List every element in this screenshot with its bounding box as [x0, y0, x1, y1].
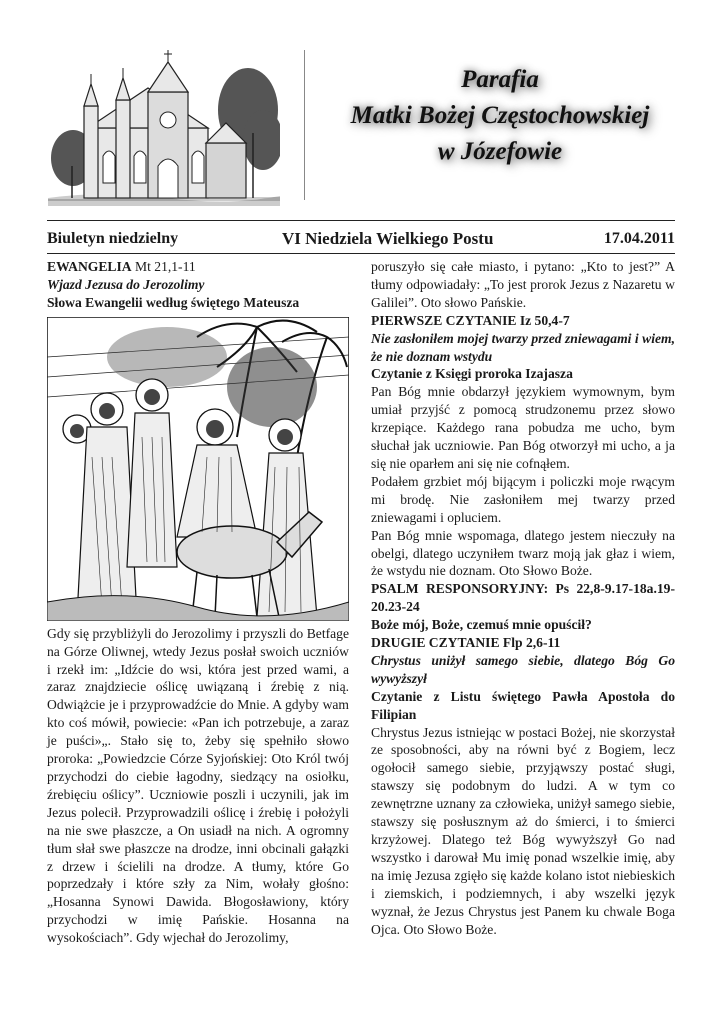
first-reading-paragraph: Pan Bóg mnie wspomaga, dlatego jestem nieczuły na obelgi, dlatego uczyniłem twarz moją jak głaz i wiem, że wstydu nie doznam. Oto Słowo Boże.: [371, 527, 675, 579]
second-reading-subtitle: Chrystus uniżył samego siebie, dlatego Bóg Go wywyższył: [371, 652, 675, 686]
entry-into-jerusalem-engraving-icon: [47, 317, 349, 621]
left-column: [47, 258, 349, 947]
parish-line-3: w Józefowie: [437, 138, 563, 165]
rule-top: [47, 220, 675, 221]
second-reading-intro: Czytanie z Listu świętego Pawła Apostoła do Filipian: [371, 688, 675, 722]
gospel-subtitle: Wjazd Jezusa do Jerozolimy: [47, 276, 205, 292]
parish-line-1: Parafia: [461, 66, 539, 93]
first-reading-paragraph: Pan Bóg mnie obdarzył językiem wymownym, bym umiał przyjść z pomocą strudzonemu przez słowo krzepiące. Każdego rana pobudza me ucho, bym słuchał jak uczniowie. Pan Bóg otworzył mi ucho, a ja się nie oparłem ani się nie cofnąłem.: [371, 384, 675, 471]
bulletin-label: Biuletyn niedzielny: [47, 230, 179, 247]
church-drawing-icon: [48, 48, 280, 206]
parish-line-2: Matki Bożej Częstochowskiej: [350, 102, 650, 129]
issue-date: 17.04.2011: [603, 230, 675, 247]
bulletin-titlebar: [47, 227, 675, 251]
second-reading-text: Chrystus Jezus istniejąc w postaci Bożej, nie skorzystał ze sposobności, aby na równi być z Bogiem, lecz ogołocił samego siebie, przyjąwszy postać sługi, stawszy się podobnym do ludzi. A w tym co zewnętrzne uznany za człowieka, uniżył samego siebie, stawszy się posłusznym aż do śmierci, i to śmierci krzyżowej. Dlatego też Bóg wywyższył Go nad wszystko i darował Mu imię ponad wszelkie imię, aby na imię Jezusa zgięło się każde kolano istot niebieskich i ziemskich, i podziemnych, i aby wszelki język wyznał, że Jezus Chrystus jest Panem ku chwale Boga Ojca. Oto Słowo Boże.: [371, 724, 675, 937]
gospel-heading: [47, 258, 349, 276]
gospel-text: Gdy się przybliżyli do Jerozolimy i przyszli do Betfage na Górze Oliwnej, wtedy Jezus posłał swoich uczniów i rzekł im: „Idźcie do wsi, która jest przed wami, a zaraz znajdziecie oślicę uwiązaną i źrebię z nią. Odwiążcie je i przyprowadźcie do Mnie. A gdyby wam kto coś mówił, powiecie: «Pan ich potrzebuje, a zaraz je puści»„. Stało się to, żeby się spełniło słowo proroka: „Powiedzcie Córze Syjońskiej: Oto Król twój przychodzi do ciebie łagodny, siedzący na osiołku, źrebięciu oślicy”. Uczniowie poszli i uczynili, jak im Jezus polecił. Przyprowadzili oślicę i źrebię i położyli na nie swe płaszcze, a On usiadł na nich. A ogromny tłum słał swe płaszcze na drodze, inni obcinali gałązki z drzew i ścielili na drodze. A tłumy, które Go poprzedzały i które szły za Nim, wołały głośno: „Hosanna Synowi Dawida. Błogosławiony, który przychodzi w imię Pańskie. Hosanna na wysokościach”. Gdy wjechał do Jerozolimy,: [47, 625, 349, 946]
right-column: [371, 258, 675, 938]
second-reading-heading: DRUGIE CZYTANIE Flp 2,6-11: [371, 635, 561, 651]
first-reading-subtitle: Nie zasłoniłem mojej twarzy przed zniewagami i wiem, że nie doznam wstydu: [371, 330, 675, 364]
psalm-heading: PSALM RESPONSORYJNY: Ps 22,8-9.17-18a.19-20.23-24: [371, 581, 675, 615]
first-reading-intro: Czytanie z Księgi proroka Izajasza: [371, 366, 573, 382]
gospel-intro: Słowa Ewangelii według świętego Mateusza: [47, 294, 300, 310]
parish-name: [300, 62, 700, 170]
psalm-refrain: Boże mój, Boże, czemuś mnie opuścił?: [371, 617, 592, 633]
rule-under-title: [47, 253, 675, 254]
gospel-label: EWANGELIA: [47, 259, 132, 274]
gospel-ref: Mt 21,1-11: [131, 259, 196, 274]
first-reading-paragraph: Podałem grzbiet mój bijącym i policzki moje rwącym mi brodę. Nie zasłoniłem mej twarzy przed zniewagami i opluciem.: [371, 473, 675, 525]
gospel-continuation: poruszyło się całe miasto, i pytano: „Kto to jest?” A tłumy odpowiadały: „To jest prorok Jezus z Nazaretu w Galilei”. Oto słowo Pańskie.: [371, 259, 675, 310]
masthead: [0, 0, 722, 222]
sunday-title: VI Niedziela Wielkiego Postu: [282, 229, 494, 248]
first-reading-heading: PIERWSZE CZYTANIE Iz 50,4-7: [371, 312, 570, 328]
